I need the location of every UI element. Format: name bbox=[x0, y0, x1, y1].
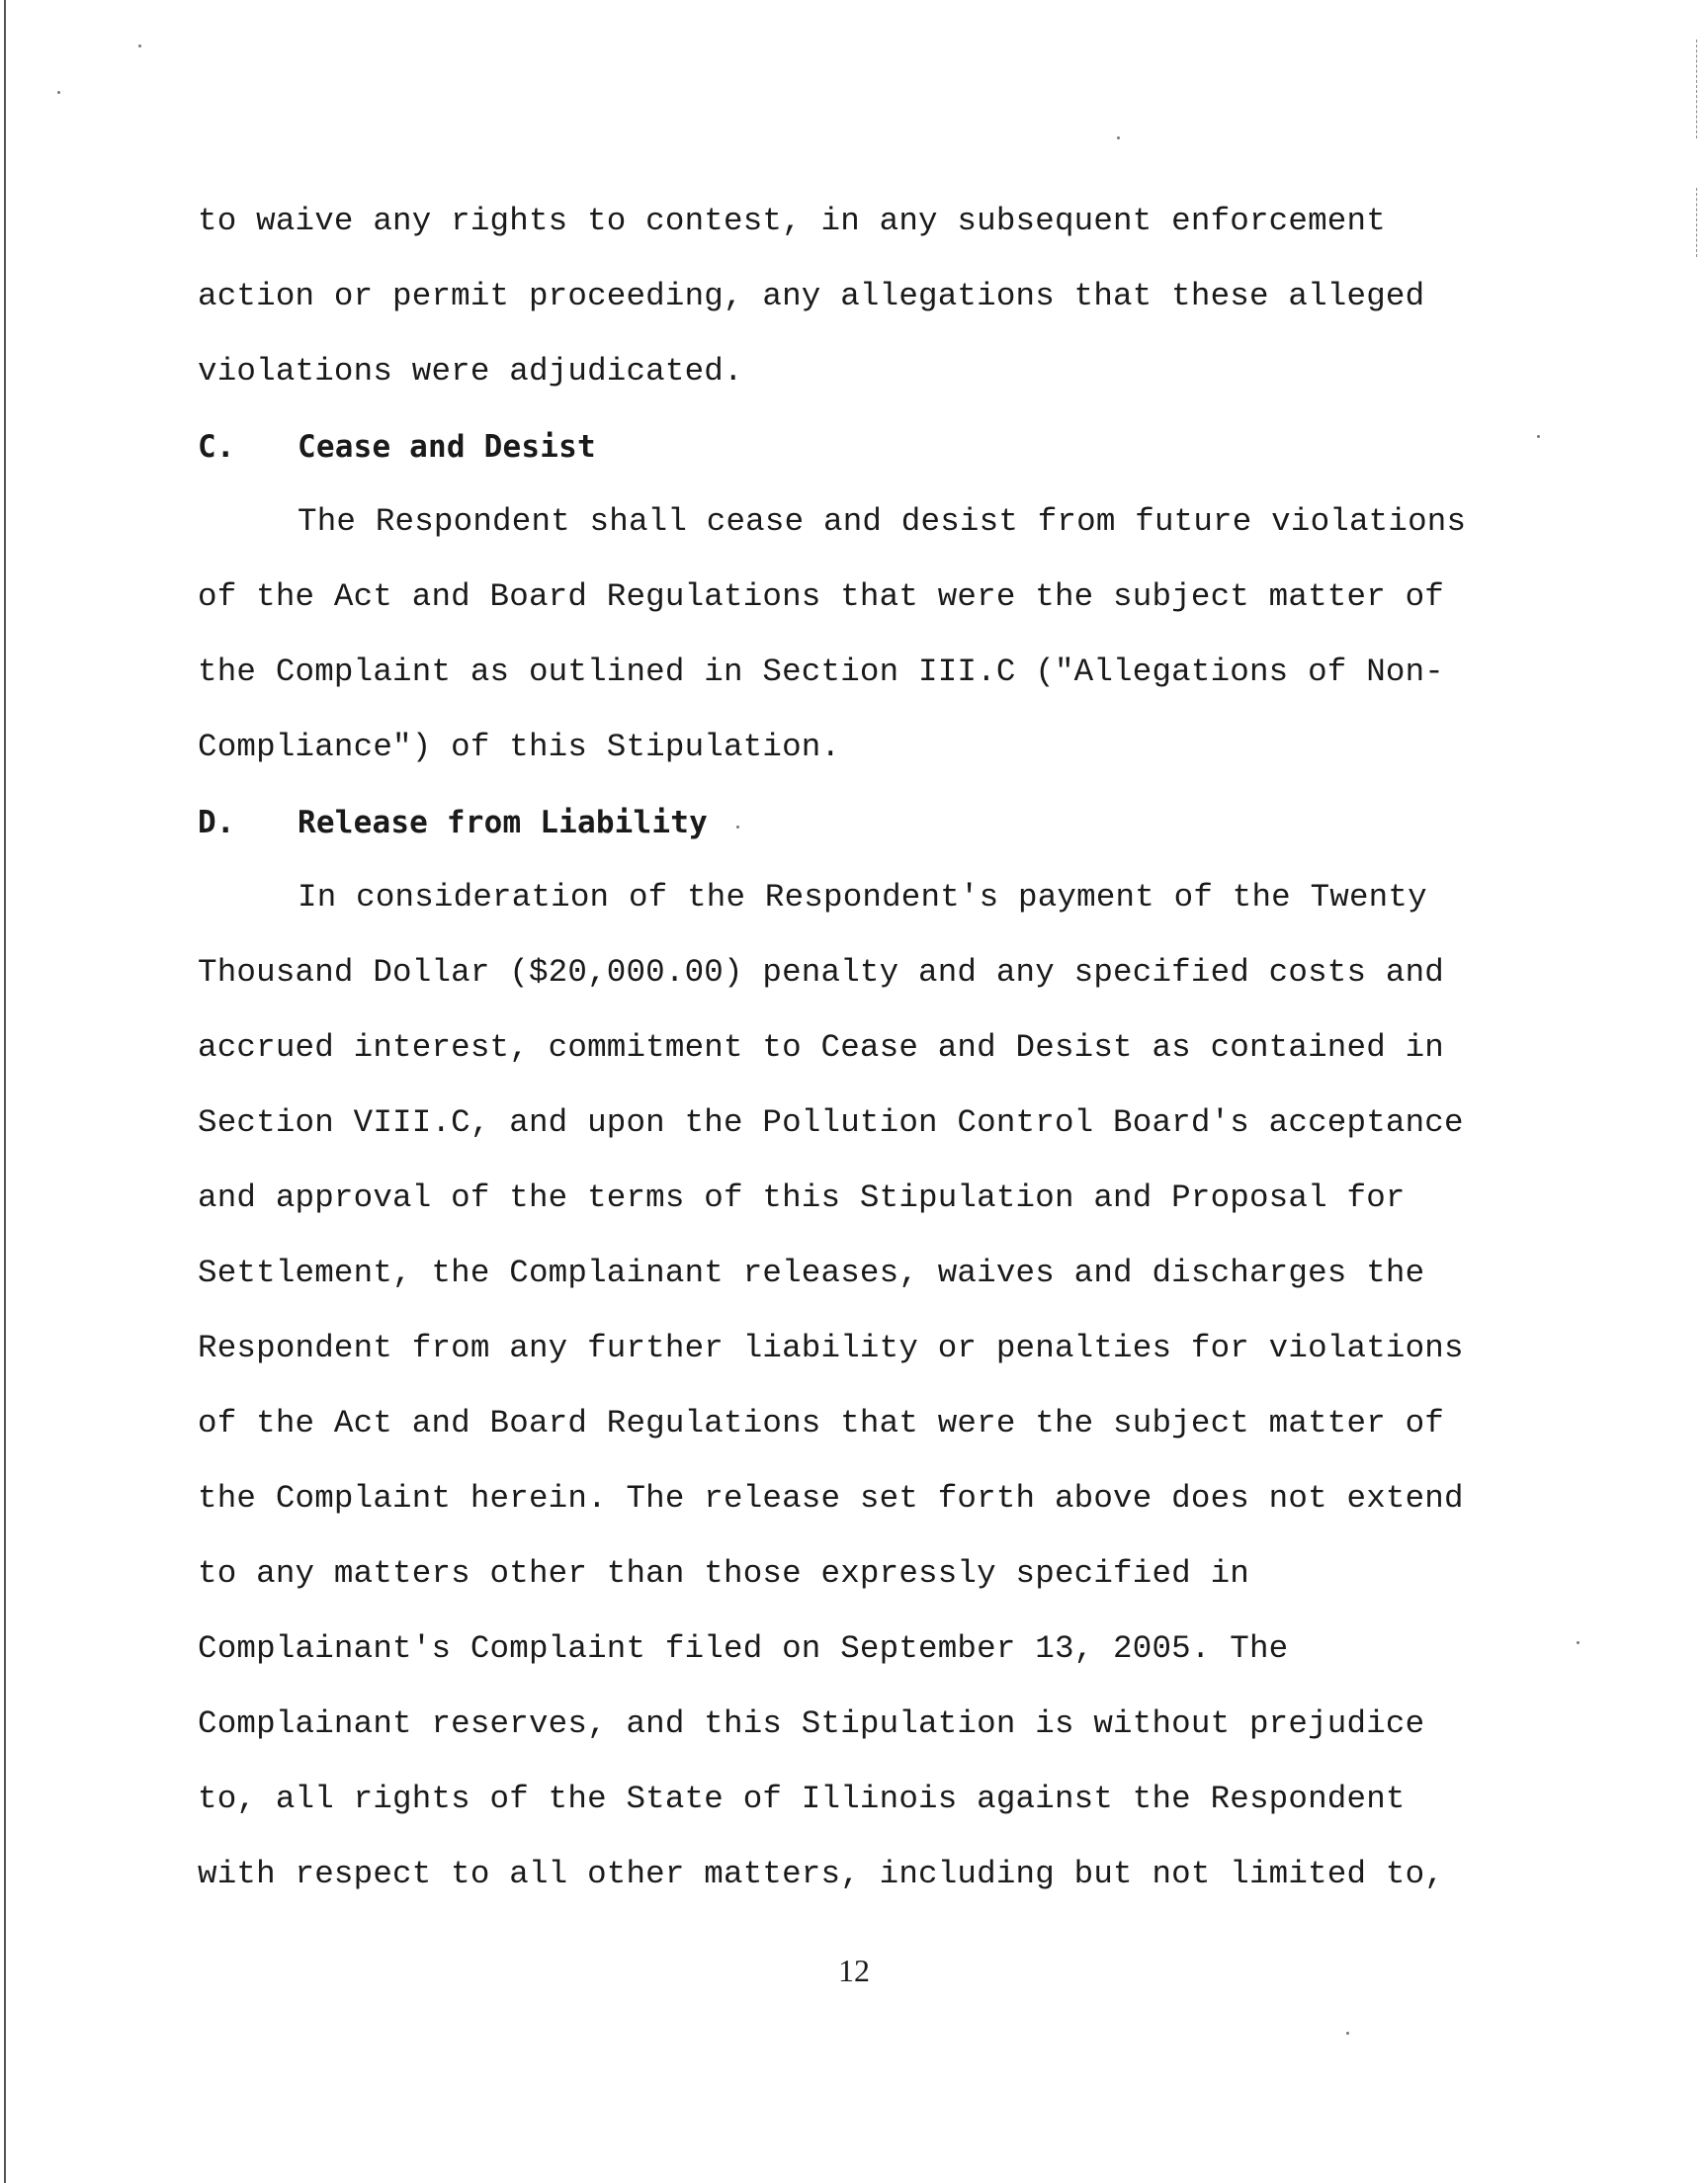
text-line: of the Act and Board Regulations that were the subject matter of bbox=[198, 578, 1445, 615]
text-line: and approval of the terms of this Stipulation and Proposal for bbox=[198, 1179, 1406, 1216]
text-line: action or permit proceeding, any allegations that these alleged bbox=[198, 278, 1425, 314]
text-line: accrued interest, commitment to Cease and Desist as contained in bbox=[198, 1029, 1445, 1066]
scan-speck bbox=[1577, 1641, 1580, 1644]
scan-speck bbox=[1346, 2032, 1349, 2035]
text-line: Thousand Dollar ($20,000.00) penalty and any specified costs and bbox=[198, 954, 1445, 991]
text-line: Section VIII.C, and upon the Pollution Control Board's acceptance bbox=[198, 1104, 1464, 1141]
text-line: of the Act and Board Regulations that were the subject matter of bbox=[198, 1405, 1445, 1441]
scan-speck bbox=[57, 91, 60, 94]
scan-left-edge-line bbox=[4, 0, 6, 2183]
text-line: Complainant reserves, and this Stipulation is without prejudice bbox=[198, 1705, 1425, 1742]
section-title: Cease and Desist bbox=[298, 429, 596, 465]
section-title: Release from Liability bbox=[298, 805, 708, 840]
text-line: to any matters other than those expressly specified in bbox=[198, 1555, 1249, 1592]
scan-right-edge-mark bbox=[1696, 188, 1698, 257]
text-line: with respect to all other matters, including but not limited to, bbox=[198, 1856, 1445, 1892]
text-line: Complainant's Complaint filed on September 13, 2005. The bbox=[198, 1630, 1289, 1667]
text-line: In consideration of the Respondent's payment of the Twenty bbox=[298, 879, 1427, 916]
page-number: 12 bbox=[838, 1953, 870, 1988]
document-body bbox=[198, 184, 1522, 1912]
text-line: violations were adjudicated. bbox=[198, 353, 743, 390]
text-line: Settlement, the Complainant releases, waives and discharges the bbox=[198, 1255, 1425, 1291]
text-line: to waive any rights to contest, in any subsequent enforcement bbox=[198, 203, 1386, 239]
section-d-heading bbox=[198, 785, 1522, 860]
scan-right-edge-mark bbox=[1696, 40, 1698, 138]
text-line: Compliance") of this Stipulation. bbox=[198, 729, 841, 765]
text-line: the Complaint herein. The release set forth above does not extend bbox=[198, 1480, 1464, 1517]
text-line: Respondent from any further liability or penalties for violations bbox=[198, 1330, 1464, 1366]
scan-speck bbox=[1537, 435, 1540, 438]
text-line: The Respondent shall cease and desist from future violations bbox=[298, 503, 1467, 540]
scan-speck bbox=[1117, 136, 1120, 139]
section-letter: D. bbox=[198, 805, 235, 840]
section-letter: C. bbox=[198, 429, 235, 465]
text-line: the Complaint as outlined in Section III.C ("Allegations of Non- bbox=[198, 654, 1445, 690]
scan-speck bbox=[138, 44, 141, 47]
section-c-heading bbox=[198, 409, 1522, 484]
text-line: to, all rights of the State of Illinois against the Respondent bbox=[198, 1781, 1406, 1817]
